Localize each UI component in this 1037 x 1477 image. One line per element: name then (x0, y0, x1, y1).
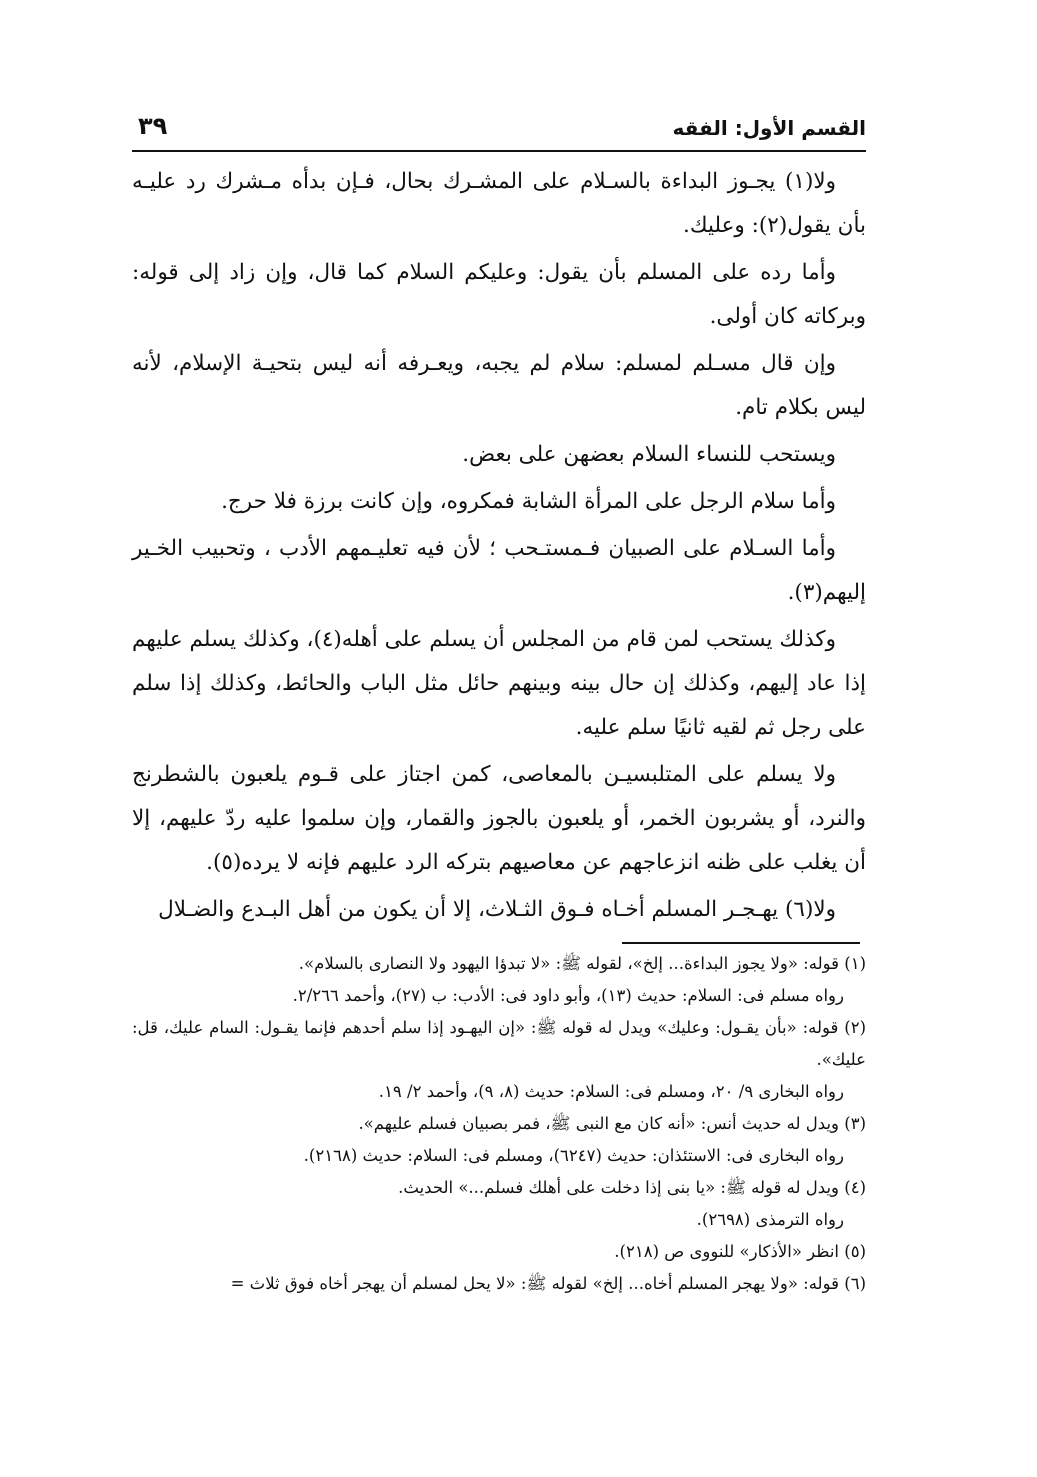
footnote-source: رواه مسلم فى: السلام: حديث (١٣)، وأبو داود فى: الأدب: ب (٢٧)، وأحمد ٢/٢٦٦. (292, 986, 844, 1005)
footnote-source: رواه الترمذى (٢٦٩٨). (696, 1210, 844, 1229)
footnote: (٤) ويدل له قوله ﷺ: «يا بنى إذا دخلت على أهلك فسلم...» الحديث. (398, 1178, 866, 1197)
footnote: (١) قوله: «ولا يجوز البداءة... إلخ»، لقوله ﷺ: «لا تبدؤا اليهود ولا النصارى بالسلام». (298, 954, 866, 973)
page-number: ٣٩ (138, 112, 168, 140)
paragraph: ولا(٦) يهـجـر المسلم أخـاه فـوق الثـلاث، إلا أن يكون من أهل البـدع والضـلال (158, 897, 836, 922)
paragraph: وأما السـلام على الصبيان فـمستـحب ؛ لأن فيه تعليـمهم الأدب ، وتحبيب الخـير إليهم(٣). (132, 536, 866, 605)
paragraph: وأما سلام الرجل على المرأة الشابة فمكروه، وإن كانت برزة فلا حرج. (221, 489, 836, 514)
running-header (132, 110, 866, 146)
footnote-source: رواه البخارى فى: الاستئذان: حديث (٦٢٤٧)، ومسلم فى: السلام: حديث (٢١٦٨). (303, 1146, 844, 1165)
main-text (132, 160, 866, 935)
header-rule (132, 150, 866, 152)
paragraph: وأما رده على المسلم بأن يقول: وعليكم السلام كما قال، وإن زاد إلى قوله: وبركاته كان أولى. (132, 260, 866, 329)
footnote-source: رواه البخارى ٩/ ٢٠، ومسلم فى: السلام: حديث (٨، ٩)، وأحمد ٢/ ١٩. (378, 1082, 844, 1101)
paragraph: ويستحب للنساء السلام بعضهن على بعض. (462, 442, 836, 467)
footnote: (٢) قوله: «بأن يقـول: وعليك» ويدل له قوله ﷺ: «إن اليهـود إذا سلم أحدهم فإنما يقـول: السام عليك، قل: عليك». (132, 1018, 866, 1069)
footnote: (٦) قوله: «ولا يهجر المسلم أخاه... إلخ» لقوله ﷺ: «لا يحل لمسلم أن يهجر أخاه فوق ثلاث = (230, 1274, 866, 1293)
footnote: (٥) انظر «الأذكار» للنووى ص (٢١٨). (614, 1242, 866, 1261)
paragraph: ولا(١) يجـوز البداءة بالسـلام على المشـرك بحال، فـإن بدأه مـشرك رد عليـه بأن يقول(٢): وعليك. (132, 169, 866, 238)
section-title: القسم الأول: الفقه (672, 116, 866, 140)
paragraph: ولا يسلم على المتلبسيـن بالمعاصى، كمن اجتاز على قـوم يلعبون بالشطرنج والنرد، أو يشربون الخمر، أو يلعبون بالجوز والقمار، وإن سلموا عليه ردّ عليهم، إلا أن يغلب على ظنه انزعاجهم عن معاصيهم بتركه الرد عليهم فإنه لا يرده(٥). (132, 762, 866, 875)
paragraph: وإن قال مسـلم لمسلم: سلام لم يجبه، ويعـرفه أنه ليس بتحيـة الإسلام، لأنه ليس بكلام تام. (132, 351, 866, 420)
paragraph: وكذلك يستحب لمن قام من المجلس أن يسلم على أهله(٤)، وكذلك يسلم عليهم إذا عاد إليهم، وكذلك إن حال بينه وبينهم حائل مثل الباب والحائط، وكذلك إذا سلم على رجل ثم لقيه ثانيًا سلم عليه. (132, 627, 866, 740)
footnote-separator (622, 942, 860, 944)
footnotes (132, 948, 866, 1300)
footnote: (٣) ويدل له حديث أنس: «أنه كان مع النبى ﷺ، فمر بصبيان فسلم عليهم». (358, 1114, 866, 1133)
